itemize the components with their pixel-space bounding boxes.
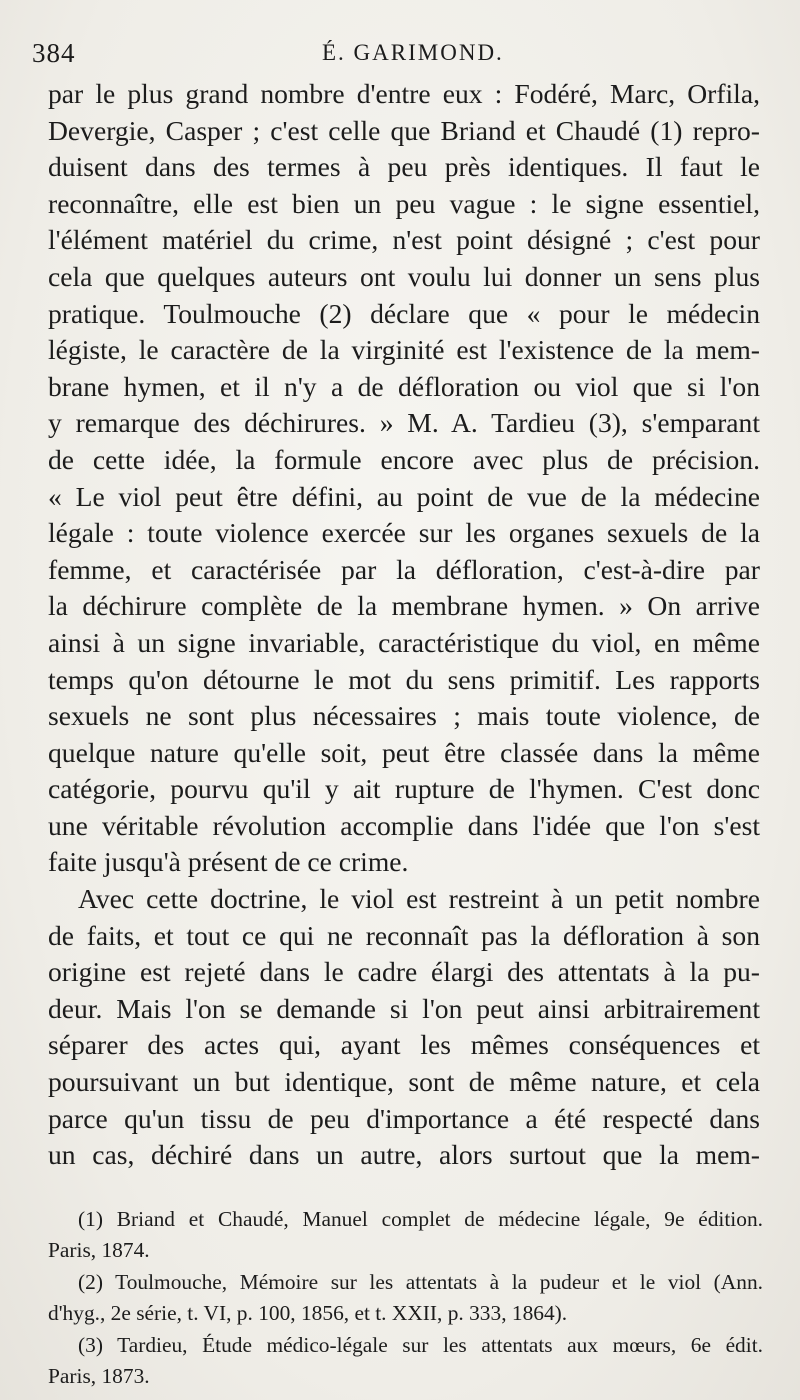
page-header xyxy=(32,38,760,74)
footnote-3-continuation: Paris, 1873. xyxy=(48,1363,150,1388)
text-line: reconnaître, elle est bien un peu vague : le signe essentiel, xyxy=(48,187,760,219)
text-line: la déchirure complète de la membrane hymen. » On arrive xyxy=(48,590,760,622)
text-line: catégorie, pourvu qu'il y ait rupture de l'hymen. C'est donc xyxy=(48,773,760,805)
paragraph-end-line: faite jusqu'à présent de ce crime. xyxy=(48,846,409,878)
text-line: deur. Mais l'on se demande si l'on peut ainsi arbitrairement xyxy=(48,992,760,1024)
text-line: y remarque des déchirures. » M. A. Tardieu (3), s'emparant xyxy=(48,407,760,439)
text-line: ainsi à un signe invariable, caractéristique du viol, en même xyxy=(48,626,760,658)
text-line: séparer des actes qui, ayant les mêmes conséquences et xyxy=(48,1029,760,1061)
text-line: duisent dans des termes à peu près identiques. Il faut le xyxy=(48,151,760,183)
page-number: 384 xyxy=(32,38,76,68)
text-line: brane hymen, et il n'y a de défloration ou viol que si l'on xyxy=(48,370,760,402)
footnotes xyxy=(48,1204,763,1392)
text-line: cela que quelques auteurs ont voulu lui donner un sens plus xyxy=(48,260,760,292)
text-line: une véritable révolution accomplie dans l'idée que l'on s'est xyxy=(48,809,760,841)
text-line: « Le viol peut être défini, au point de vue de la médecine xyxy=(48,480,760,512)
text-line: légale : toute violence exercée sur les organes sexuels de la xyxy=(48,517,760,549)
text-line: de cette idée, la formule encore avec plus de précision. xyxy=(48,443,760,475)
text-line: temps qu'on détourne le mot du sens primitif. Les rapports xyxy=(48,663,760,695)
running-head: É. GARIMOND. xyxy=(322,40,504,65)
text-line: Devergie, Casper ; c'est celle que Briand et Chaudé (1) repro- xyxy=(48,114,760,146)
text-line: un cas, déchiré dans un autre, alors surtout que la mem- xyxy=(48,1139,760,1171)
footnote-1: (1) Briand et Chaudé, Manuel complet de médecine légale, 9e édition. xyxy=(78,1207,763,1231)
footnote-2: (2) Toulmouche, Mémoire sur les attentats à la pudeur et le viol (Ann. xyxy=(78,1269,763,1294)
footnote-2-continuation: d'hyg., 2e série, t. VI, p. 100, 1856, et t. XXII, p. 333, 1864). xyxy=(48,1301,568,1326)
footnote-3: (3) Tardieu, Étude médico-légale sur les attentats aux mœurs, 6e édit. xyxy=(78,1332,763,1357)
text-line: quelque nature qu'elle soit, peut être classée dans la même xyxy=(48,736,760,768)
body-text xyxy=(48,76,760,1174)
text-line: par le plus grand nombre d'entre eux : Fodéré, Marc, Orfila, xyxy=(48,78,760,109)
text-line: légiste, le caractère de la virginité est l'existence de la mem- xyxy=(48,334,760,366)
footnote-1-continuation: Paris, 1874. xyxy=(48,1238,150,1263)
text-line: sexuels ne sont plus nécessaires ; mais toute violence, de xyxy=(48,700,760,732)
text-line: poursuivant un but identique, sont de même nature, et cela xyxy=(48,1066,760,1098)
text-line: parce qu'un tissu de peu d'importance a été respecté dans xyxy=(48,1102,760,1134)
text-line: pratique. Toulmouche (2) déclare que « pour le médecin xyxy=(48,297,760,329)
text-line: l'élément matériel du crime, n'est point désigné ; c'est pour xyxy=(48,224,760,256)
text-line: femme, et caractérisée par la défloration, c'est-à-dire par xyxy=(48,553,760,585)
paragraph-start-line: Avec cette doctrine, le viol est restreint à un petit nombre xyxy=(78,883,760,915)
text-line: origine est rejeté dans le cadre élargi des attentats à la pu- xyxy=(48,956,760,988)
text-line: de faits, et tout ce qui ne reconnaît pas la défloration à son xyxy=(48,919,760,951)
